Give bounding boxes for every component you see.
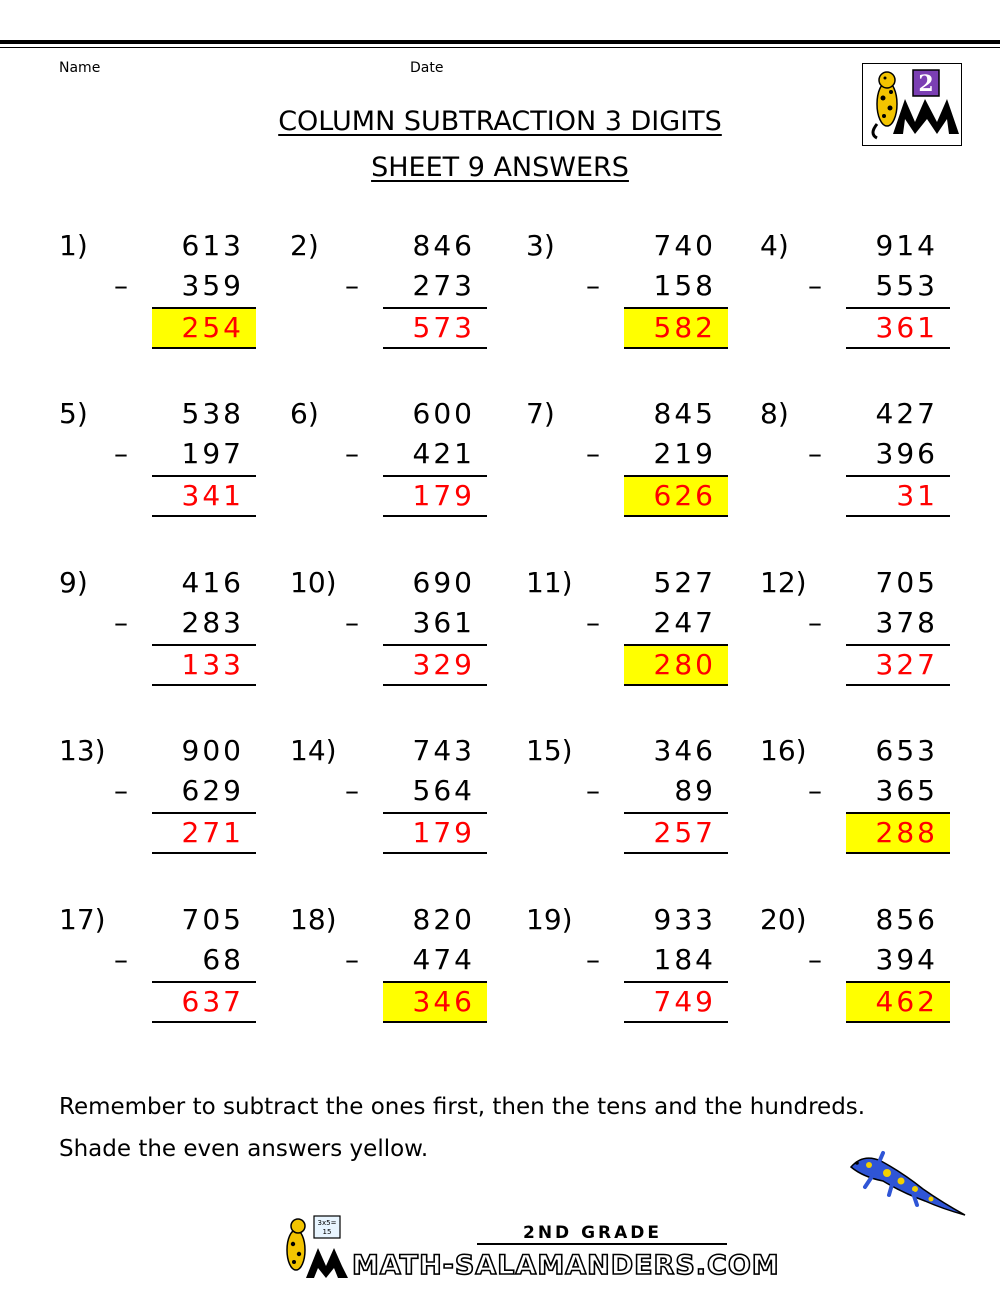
answer-box[interactable]: 179 (412, 479, 475, 512)
problem-5 (59, 397, 256, 547)
answer-bottom-rule (624, 347, 728, 349)
grade-logo (862, 63, 962, 146)
answer-bottom-rule (846, 1021, 950, 1023)
problem-number: 20) (760, 903, 807, 936)
minus-sign: – (345, 269, 359, 302)
problem-3 (526, 229, 728, 379)
problem-16 (760, 734, 950, 884)
problem-20 (760, 903, 950, 1053)
minus-sign: – (586, 269, 600, 302)
minuend: 538 (181, 397, 244, 430)
minus-sign: – (345, 774, 359, 807)
answer-bottom-rule (624, 1021, 728, 1023)
top-rule-thick (0, 40, 1000, 44)
answer-bottom-rule (383, 515, 487, 517)
answer-bottom-rule (624, 684, 728, 686)
problem-number: 19) (526, 903, 573, 936)
answer-bottom-rule (152, 852, 256, 854)
problem-13 (59, 734, 256, 884)
subtrahend: 359 (181, 269, 244, 302)
minus-sign: – (586, 437, 600, 470)
minus-sign: – (586, 606, 600, 639)
problem-number: 12) (760, 566, 807, 599)
subtrahend: 219 (653, 437, 716, 470)
problem-19 (526, 903, 728, 1053)
answer-bottom-rule (152, 684, 256, 686)
answer-bottom-rule (846, 347, 950, 349)
minus-sign: – (808, 774, 822, 807)
answer-box[interactable]: 257 (653, 816, 716, 849)
problem-4 (760, 229, 950, 379)
logo-site-text: MATH-SALAMANDERS.COM (352, 1250, 780, 1281)
problem-number: 16) (760, 734, 807, 767)
problem-number: 13) (59, 734, 106, 767)
answer-bottom-rule (152, 1021, 256, 1023)
problem-number: 11) (526, 566, 573, 599)
answer-box[interactable]: 582 (624, 309, 728, 347)
minuend: 600 (412, 397, 475, 430)
page-subtitle: SHEET 9 ANSWERS (371, 152, 629, 183)
subtrahend: 378 (875, 606, 938, 639)
minus-sign: – (808, 606, 822, 639)
subtrahend: 247 (653, 606, 716, 639)
minuend: 933 (653, 903, 716, 936)
subtrahend: 184 (653, 943, 716, 976)
subtrahend: 283 (181, 606, 244, 639)
answer-box[interactable]: 329 (412, 648, 475, 681)
problem-number: 4) (760, 229, 789, 262)
answer-bottom-rule (846, 852, 950, 854)
subtrahend: 365 (875, 774, 938, 807)
grade-badge-text: 2 (918, 71, 934, 97)
answer-box[interactable]: 573 (412, 311, 475, 344)
salamander-illustration (843, 1145, 968, 1223)
problem-6 (290, 397, 487, 547)
minuend: 705 (181, 903, 244, 936)
minuend: 846 (412, 229, 475, 262)
minuend: 416 (181, 566, 244, 599)
minuend: 653 (875, 734, 938, 767)
problem-number: 1) (59, 229, 88, 262)
answer-box[interactable]: 280 (624, 646, 728, 684)
answer-box[interactable]: 327 (875, 648, 938, 681)
minuend: 856 (875, 903, 938, 936)
minuend: 527 (653, 566, 716, 599)
answer-box[interactable]: 346 (383, 983, 487, 1021)
minuend: 845 (653, 397, 716, 430)
subtrahend: 394 (875, 943, 938, 976)
problem-17 (59, 903, 256, 1053)
problem-12 (760, 566, 950, 716)
top-rule-thin (0, 47, 1000, 48)
problem-number: 6) (290, 397, 319, 430)
subtrahend: 474 (412, 943, 475, 976)
answer-bottom-rule (383, 852, 487, 854)
answer-box[interactable]: 133 (181, 648, 244, 681)
subtrahend: 564 (412, 774, 475, 807)
answer-box[interactable]: 271 (181, 816, 244, 849)
problem-number: 14) (290, 734, 337, 767)
answer-bottom-rule (383, 684, 487, 686)
page-title: COLUMN SUBTRACTION 3 DIGITS (278, 106, 722, 137)
subtrahend: 197 (181, 437, 244, 470)
subtrahend: 158 (653, 269, 716, 302)
answer-bottom-rule (383, 347, 487, 349)
problem-9 (59, 566, 256, 716)
minuend: 743 (412, 734, 475, 767)
minuend: 613 (181, 229, 244, 262)
minuend: 740 (653, 229, 716, 262)
problem-14 (290, 734, 487, 884)
subtrahend: 396 (875, 437, 938, 470)
subtrahend: 553 (875, 269, 938, 302)
instruction-line-1: Remember to subtract the ones first, then the tens and the hundreds. (59, 1094, 866, 1120)
minus-sign: – (345, 606, 359, 639)
problem-number: 15) (526, 734, 573, 767)
answer-bottom-rule (152, 515, 256, 517)
problem-number: 8) (760, 397, 789, 430)
instruction-line-2: Shade the even answers yellow. (59, 1136, 429, 1162)
answer-box[interactable]: 361 (875, 311, 938, 344)
minuend: 820 (412, 903, 475, 936)
subtrahend: 629 (181, 774, 244, 807)
problem-number: 10) (290, 566, 337, 599)
problem-number: 5) (59, 397, 88, 430)
subtrahend: 273 (412, 269, 475, 302)
answer-bottom-rule (383, 1021, 487, 1023)
minuend: 427 (875, 397, 938, 430)
logo-board-text-2: 15 (322, 1228, 332, 1236)
minuend: 914 (875, 229, 938, 262)
subtrahend: 361 (412, 606, 475, 639)
minuend: 900 (181, 734, 244, 767)
minus-sign: – (345, 437, 359, 470)
subtrahend: 421 (412, 437, 475, 470)
answer-box[interactable]: 341 (181, 479, 244, 512)
logo-board-text-1: 3x5= (317, 1219, 337, 1227)
answer-box[interactable]: 626 (624, 477, 728, 515)
problem-7 (526, 397, 728, 547)
minus-sign: – (114, 774, 128, 807)
minus-sign: – (114, 269, 128, 302)
answer-bottom-rule (624, 515, 728, 517)
date-label: Date (410, 60, 444, 76)
minus-sign: – (345, 943, 359, 976)
answer-box[interactable]: 462 (846, 983, 950, 1021)
answer-bottom-rule (624, 852, 728, 854)
minus-sign: – (114, 437, 128, 470)
minus-sign: – (586, 774, 600, 807)
problem-2 (290, 229, 487, 379)
answer-bottom-rule (846, 684, 950, 686)
problem-number: 17) (59, 903, 106, 936)
minus-sign: – (808, 437, 822, 470)
answer-box[interactable]: 637 (181, 985, 244, 1018)
answer-box[interactable]: 749 (653, 985, 716, 1018)
problem-11 (526, 566, 728, 716)
problem-15 (526, 734, 728, 884)
answer-box[interactable]: 179 (412, 816, 475, 849)
minus-sign: – (114, 943, 128, 976)
subtrahend: 68 (202, 943, 244, 976)
problem-8 (760, 397, 950, 547)
name-label: Name (59, 60, 101, 76)
problem-number: 7) (526, 397, 555, 430)
minus-sign: – (808, 269, 822, 302)
answer-box[interactable]: 254 (152, 309, 256, 347)
minuend: 690 (412, 566, 475, 599)
answer-bottom-rule (846, 515, 950, 517)
minus-sign: – (114, 606, 128, 639)
subtrahend: 89 (674, 774, 716, 807)
answer-bottom-rule (152, 347, 256, 349)
site-logo (272, 1212, 780, 1286)
problem-number: 18) (290, 903, 337, 936)
logo-grade-text: 2ND GRADE (522, 1223, 662, 1243)
problem-1 (59, 229, 256, 379)
problem-number: 3) (526, 229, 555, 262)
minus-sign: – (586, 943, 600, 976)
minuend: 346 (653, 734, 716, 767)
minuend: 705 (875, 566, 938, 599)
problem-18 (290, 903, 487, 1053)
problem-10 (290, 566, 487, 716)
problem-number: 9) (59, 566, 88, 599)
minus-sign: – (808, 943, 822, 976)
answer-box[interactable]: 288 (846, 814, 950, 852)
problem-number: 2) (290, 229, 319, 262)
answer-box[interactable]: 31 (896, 479, 938, 512)
